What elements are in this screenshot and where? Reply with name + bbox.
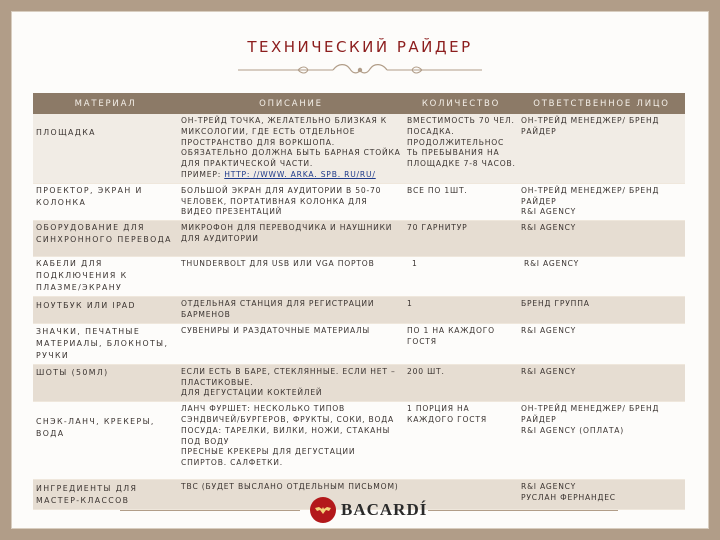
brand-name: BACARDÍ [341, 500, 428, 519]
table-row [33, 364, 685, 401]
cell-description: ЕСЛИ ЕСТЬ В БАРЕ, СТЕКЛЯННЫЕ. ЕСЛИ НЕТ – ПЛАСТИКОВЫЕ. ДЛЯ ДЕГУСТАЦИИ КОКТЕЙЛЕЙ [178, 364, 404, 401]
cell-quantity: ВМЕСТИМОСТЬ 70 ЧЕЛ. ПОСАДКА. ПРОДОЛЖИТЕЛЬНОС ТЬ ПРЕБЫВАНИЯ НА ПЛОЩАДКЕ 7-8 ЧАСОВ. [404, 114, 518, 183]
header-responsible: ОТВЕТСТВЕННОЕ ЛИЦО [518, 93, 685, 114]
cell-responsible: R&I AGENCY [518, 221, 685, 257]
cell-responsible: R&I AGENCY [518, 323, 685, 364]
bacardi-logo [310, 496, 427, 524]
cell-material: ПРОЕКТОР, ЭКРАН И КОЛОНКА [33, 183, 178, 220]
cell-description: ЛАНЧ ФУРШЕТ: НЕСКОЛЬКО ТИПОВ СЭНДВИЧЕЙ/БУРГЕРОВ, ФРУКТЫ, СОКИ, ВОДА ПОСУДА: ТАРЕЛКИ, ВИЛКИ, НОЖИ, СТАКАНЫ ПОД ВОДУ ПРЕСНЫЕ КРЕКЕРЫ ДЛЯ ДЕГУСТАЦИИ СПИРТОВ. САЛФЕТКИ. [178, 402, 404, 480]
cell-material: ОБОРУДОВАНИЕ ДЛЯ СИНХРОННОГО ПЕРЕВОДА [33, 221, 178, 257]
rider-table [33, 93, 685, 510]
header-material: МАТЕРИАЛ [33, 93, 178, 114]
cell-description: THUNDERBOLT ДЛЯ USB ИЛИ VGA ПОРТОВ [178, 257, 404, 297]
table-row [33, 257, 685, 297]
cell-description: ТВС (БУДЕТ ВЫСЛАНО ОТДЕЛЬНЫМ ПИСЬМОМ) [178, 480, 404, 510]
example-link[interactable]: HTTP: //WWW. ARKA. SPB. RU/RU/ [224, 169, 376, 179]
cell-quantity: 70 ГАРНИТУР [404, 221, 518, 257]
page-title: ТЕХНИЧЕСКИЙ РАЙДЕР [247, 38, 473, 56]
cell-quantity: ВСЕ ПО 1ШТ. [404, 183, 518, 220]
cell-material: ЗНАЧКИ, ПЕЧАТНЫЕ МАТЕРИАЛЫ, БЛОКНОТЫ, РУЧКИ [33, 323, 178, 364]
cell-description: МИКРОФОН ДЛЯ ПЕРЕВОДЧИКА И НАУШНИКИ ДЛЯ АУДИТОРИИ [178, 221, 404, 257]
cell-quantity: 200 ШТ. [404, 364, 518, 401]
cell-description: СУВЕНИРЫ И РАЗДАТОЧНЫЕ МАТЕРИАЛЫ [178, 323, 404, 364]
cell-responsible: ОН-ТРЕЙД МЕНЕДЖЕР/ БРЕНД РАЙДЕР [518, 114, 685, 183]
cell-responsible: ОН-ТРЕЙД МЕНЕДЖЕР/ БРЕНД РАЙДЕР R&I AGENCY (ОПЛАТА) [518, 402, 685, 480]
description-text: ОН-ТРЕЙД ТОЧКА, ЖЕЛАТЕЛЬНО БЛИЗКАЯ К МИКСОЛОГИИ, ГДЕ ЕСТЬ ОТДЕЛЬНОЕ ПРОСТРАНСТВО ДЛЯ ВОРКШОПА. ОБЯЗАТЕЛЬНО ДОЛЖНА БЫТЬ БАРНАЯ СТОЙКА ДЛЯ ПРАКТИЧЕСКОЙ ЧАСТИ. [181, 116, 401, 169]
cell-responsible: БРЕНД ГРУППА [518, 297, 685, 324]
cell-description [178, 114, 404, 183]
cell-quantity: 1 [404, 297, 518, 324]
cell-responsible: ОН-ТРЕЙД МЕНЕДЖЕР/ БРЕНД РАЙДЕР R&I AGENCY [518, 183, 685, 220]
cell-material: ШОТЫ (50МЛ) [33, 364, 178, 401]
table-row [33, 221, 685, 257]
cell-description: ОТДЕЛЬНАЯ СТАНЦИЯ ДЛЯ РЕГИСТРАЦИИ БАРМЕНОВ [178, 297, 404, 324]
table-row [33, 297, 685, 324]
cell-responsible: R&I AGENCY [518, 364, 685, 401]
footer-line-left [120, 510, 300, 511]
footer-line-right [428, 510, 618, 511]
example-label: ПРИМЕР: [181, 169, 225, 179]
cell-quantity: 1 [404, 257, 518, 297]
cell-quantity: 1 ПОРЦИЯ НА КАЖДОГО ГОСТЯ [404, 402, 518, 480]
header-quantity: КОЛИЧЕСТВО [404, 93, 518, 114]
table-row [33, 114, 685, 183]
cell-material: КАБЕЛИ ДЛЯ ПОДКЛЮЧЕНИЯ К ПЛАЗМЕ/ЭКРАНУ [33, 257, 178, 297]
cell-material: ПЛОЩАДКА [33, 114, 178, 183]
header-description: ОПИСАНИЕ [178, 93, 404, 114]
table-row [33, 323, 685, 364]
cell-description: БОЛЬШОЙ ЭКРАН ДЛЯ АУДИТОРИИ В 50-70 ЧЕЛОВЕК, ПОРТАТИВНАЯ КОЛОНКА ДЛЯ ВИДЕО ПРЕЗЕНТАЦИЙ [178, 183, 404, 220]
cell-material: НОУТБУК ИЛИ IPAD [33, 297, 178, 324]
cell-responsible: R&I AGENCY РУСЛАН ФЕРНАНДЕС [518, 480, 685, 510]
cell-quantity: ПО 1 НА КАЖДОГО ГОСТЯ [404, 323, 518, 364]
bat-icon [314, 505, 332, 515]
bat-emblem-icon [310, 497, 336, 523]
table-row [33, 183, 685, 220]
cell-responsible: R&I AGENCY [518, 257, 685, 297]
table-header-row [33, 93, 685, 114]
cell-material: ИНГРЕДИЕНТЫ ДЛЯ МАСТЕР-КЛАССОВ [33, 480, 178, 510]
table-row [33, 402, 685, 480]
cell-material: СНЭК-ЛАНЧ, КРЕКЕРЫ, ВОДА [33, 402, 178, 480]
ornament-divider [238, 61, 482, 79]
